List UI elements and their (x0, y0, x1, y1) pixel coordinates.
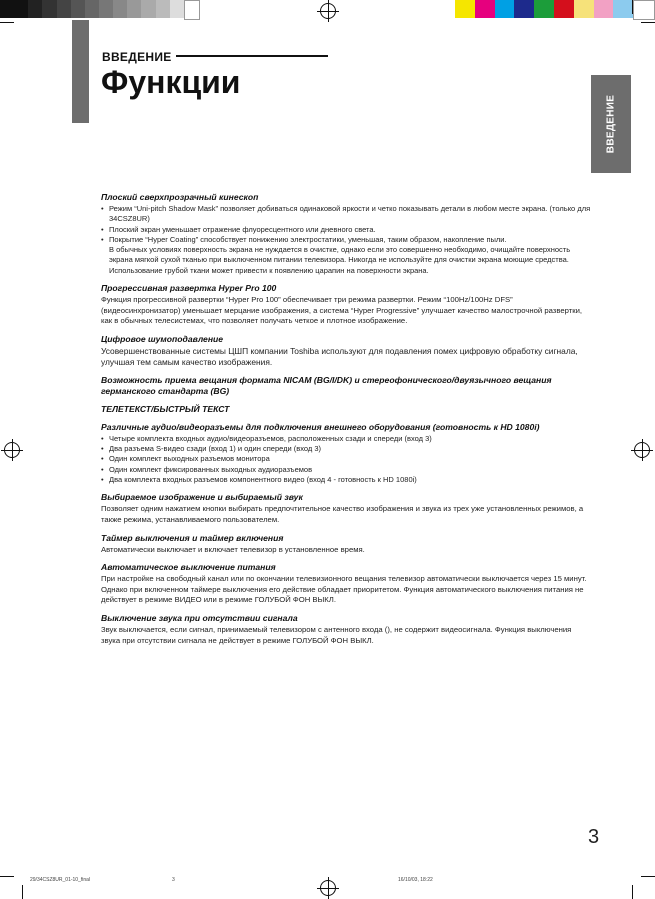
section-timer (101, 533, 591, 556)
list-item: • Два комплекта входных разъемов компонентного видео (вход 4 - готовность к HD 1080i) (101, 475, 591, 485)
print-grey-scale-bar (0, 0, 200, 18)
crop-mark (632, 0, 633, 14)
registration-mark-icon (4, 442, 20, 458)
section-label: ВВЕДЕНИЕ (102, 50, 172, 64)
section-heading: Прогрессивная развертка Hyper Pro 100 (101, 283, 277, 294)
section-teletext (101, 404, 591, 415)
section-heading: Цифровое шумоподавление (101, 333, 224, 344)
section-text: Функция прогрессивной развертки “Hyper Pro 100” обеспечивает три режима развертки. Режим “100Hz/100Hz DFS” (видеосинхронизатор) уменьшает мерцание изображения, а система “Hyper Progressive” улучшает качество малострочной развертки, как в обычных телесистемах, что позволяет получать четкое и плотное изображение. (101, 295, 583, 326)
content (101, 192, 591, 653)
list-item: • Покрытие “Hyper Coating” способствует понижению электростатики, уменьшая, таким образом, накопление пыли. (101, 235, 591, 245)
section-hyper-pro (101, 283, 591, 327)
header-accent-strip (72, 20, 89, 123)
section-text: Автоматически выключает и включает телевизор в установленное время. (101, 544, 365, 554)
side-tab-label: ВВЕДЕНИЕ (605, 94, 617, 154)
crop-mark (22, 0, 23, 14)
footer-date: 16/10/03, 18:22 (398, 877, 433, 883)
section-av-jacks (101, 422, 591, 485)
print-color-bar (455, 0, 655, 18)
footer-file: 29/34CSZ8UR_01-10_final (30, 877, 91, 883)
crop-mark (641, 876, 655, 877)
section-text: Позволяет одним нажатием кнопки выбирать предпочтительное качество изображения и звука из трех уже установленных режимов, а также режима, устанавливаемого пользователем. (101, 504, 584, 524)
section-text: При настройке на свободный канал или по окончании телевизионного вещания телевизор автоматически выключается через 15 минут. Однако при включенном таймере выключения его действие обладает приоритетом. Функция автоматического выключения питания не действует в режиме ВИДЕО или в режиме ГОЛУБОЙ ФОН ВЫКЛ. (101, 574, 587, 605)
section-note: В обычных условиях поверхность экрана не нуждается в очистке, однако если это совершенно необходимо, очищайте поверхность экрана мягкой сухой тканью при выключенном питании телевизора. Никогда не используйте для очистки экрана моющие средства. Использование грубой ткани может привести к появлению царапин на поверхности экрана. (109, 245, 571, 275)
section-heading: ТЕЛЕТЕКСТ/БЫСТРЫЙ ТЕКСТ (101, 403, 230, 414)
section-nicam (101, 375, 591, 397)
list-item: • Четыре комплекта входных аудио/видеоразъемов, расположенных сзади и спереди (вход 3) (101, 434, 591, 444)
section-heading: Различные аудио/видеоразъемы для подключения внешнего оборудования (готовность к HD 1080i) (101, 421, 540, 432)
list-item: • Один комплект фиксированных выходных аудиоразъемов (101, 465, 591, 475)
section-no-signal-mute (101, 613, 591, 646)
section-picture-sound (101, 492, 591, 525)
crop-mark (641, 22, 655, 23)
list-item: • Два разъема S-видео сзади (вход 1) и один спереди (вход 3) (101, 444, 591, 454)
page-title: Функции (101, 64, 241, 100)
section-heading: Выключение звука при отсутствии сигнала (101, 612, 298, 623)
page-number: 3 (588, 826, 600, 848)
section-text: Усовершенствованные системы ЦШП компании Toshiba используют для подавления помех цифровую обработку сигнала, улучшая тем самым качество изображения. (101, 345, 578, 367)
section-heading: Возможность приема вещания формата NICAM (BG/I/DK) и стереофонического/двуязычного вещания германского стандарта (BG) (101, 374, 552, 396)
footer-page: 3 (172, 877, 175, 883)
crop-mark (0, 876, 14, 877)
section-heading: Таймер выключения и таймер включения (101, 532, 284, 543)
section-flat-tube (101, 192, 591, 276)
side-tab (591, 75, 631, 173)
section-heading: Выбираемое изображение и выбираемый звук (101, 492, 303, 503)
section-dnr (101, 334, 591, 368)
crop-mark (22, 885, 23, 899)
registration-mark-icon (634, 442, 650, 458)
section-divider (176, 55, 328, 57)
list-item: • Плоский экран уменьшает отражение флуоресцентного или дневного света. (101, 225, 591, 235)
section-heading: Автоматическое выключение питания (101, 562, 276, 573)
section-text: Звук выключается, если сигнал, принимаемый телевизором с антенного входа (), не содержит видеосигнала. Функция выключения звука при отсутствии сигнала не действует в режиме ГОЛУБОЙ ФОН ВЫКЛ. (101, 624, 572, 645)
registration-mark-icon (320, 880, 336, 896)
registration-mark-icon (320, 3, 336, 19)
section-auto-power-off (101, 562, 591, 606)
list-item: • Один комплект выходных разъемов монитора (101, 454, 591, 464)
list-item: • Режим “Uni-pitch Shadow Mask” позволяет добиваться одинаковой яркости и четко показывать детали в любом месте экрана. (только для 34CSZ8UR) (101, 204, 591, 225)
crop-mark (632, 885, 633, 899)
section-heading: Плоский сверхпрозрачный кинескоп (101, 192, 259, 202)
crop-mark (0, 22, 14, 23)
